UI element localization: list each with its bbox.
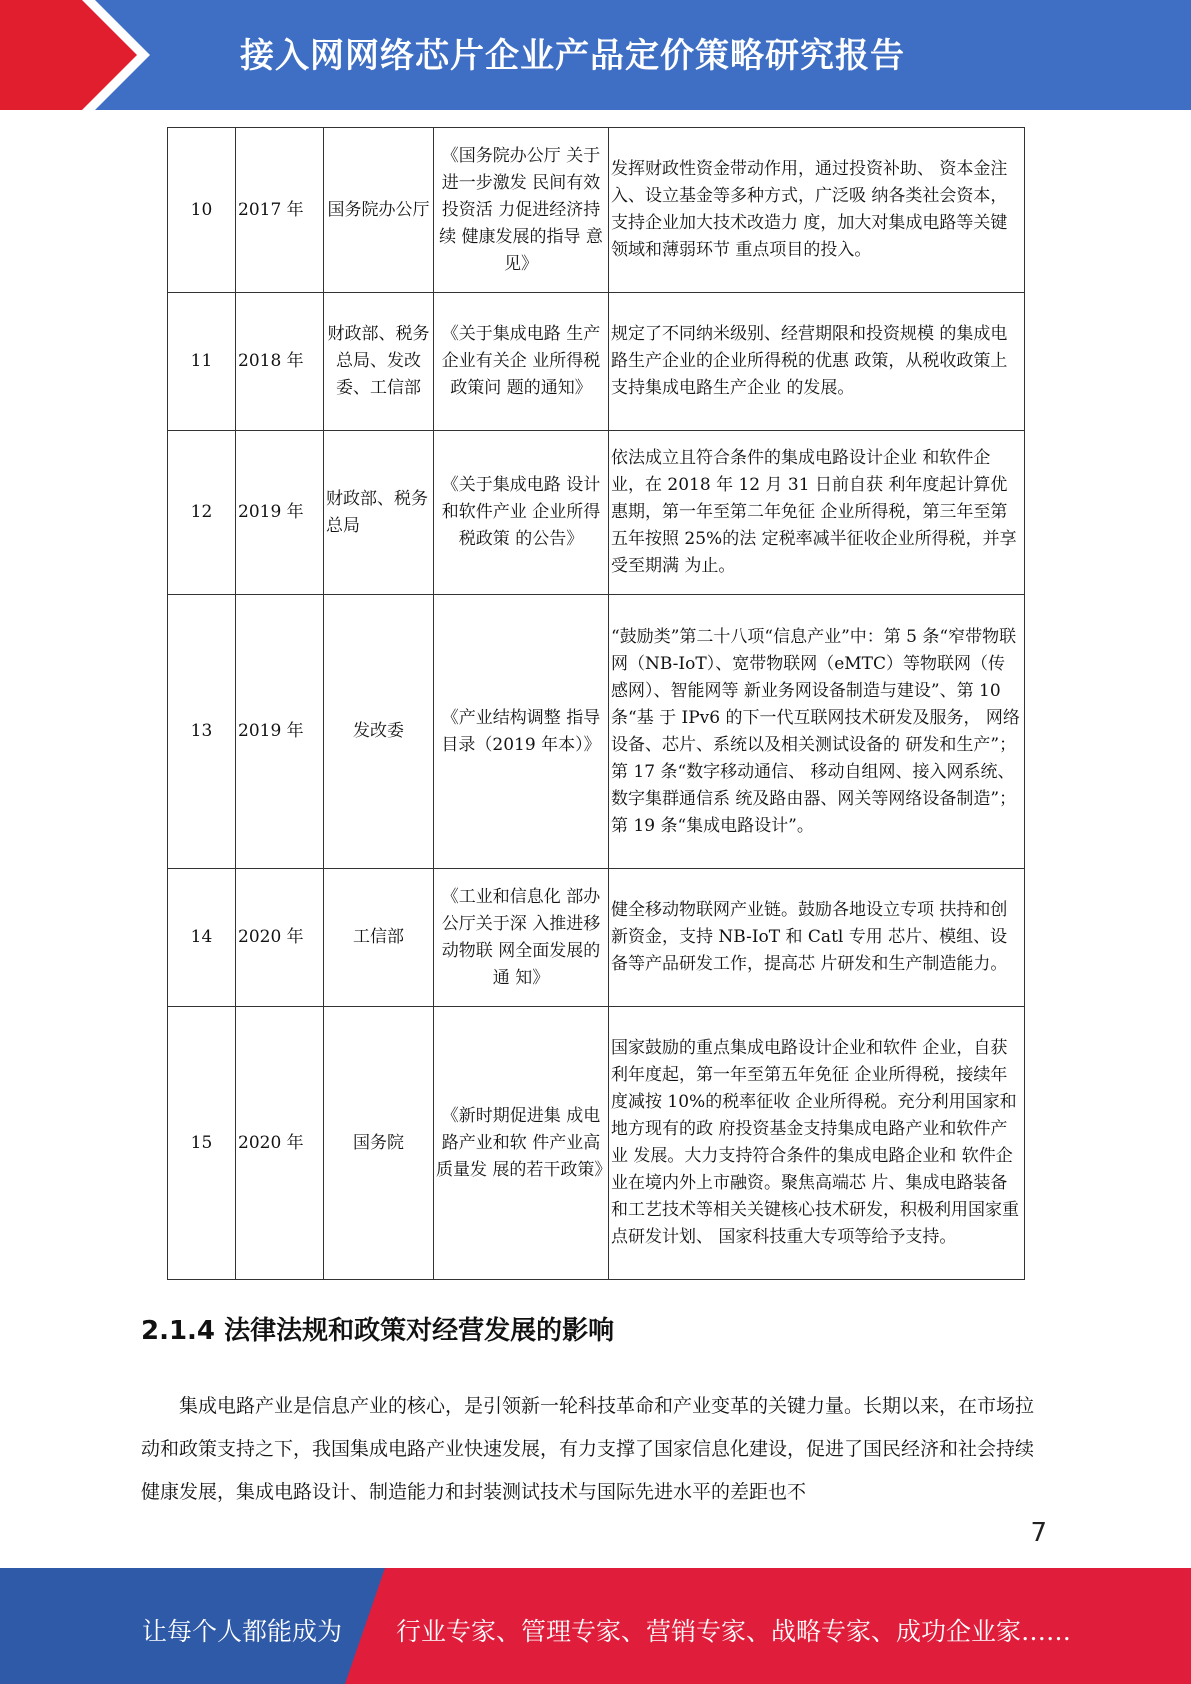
page-footer: [0, 1568, 1191, 1684]
row-content: 发挥财政性资金带动作用，通过投资补助、 资本金注入、设立基金等多种方式，广泛吸 纳各类社会资本，支持企业加大技术改造力 度，加大对集成电路等关键领域和薄弱环节 重点项目的投入。: [609, 128, 1025, 293]
row-content: 国家鼓励的重点集成电路设计企业和软件 企业，自获利年度起，第一年至第五年免征 企业所得税，接续年度减按 10%的税率征收 企业所得税。充分利用国家和地方现有的政 府投资基金支持集成电路产业和软件产业 发展。大力支持符合条件的集成电路企业和 软件企业在境内外上市融资。聚焦高端芯 片、集成电路装备和工艺技术等相关关键核心技术研发，积极利用国家重点研发计划、 国家科技重大专项等给予支持。: [609, 1007, 1025, 1280]
row-content: “鼓励类”第二十八项“信息产业”中：第 5 条“窄带物联网（NB-IoT）、宽带物联网（eMTC）等物联网（传感网）、智能网等 新业务网设备制造与建设”、第 10 条“基 于 IPv6 的下一代互联网技术研发及服务， 网络设备、芯片、系统以及相关测试设备的 研发和生产”；第 17 条“数字移动通信、 移动自组网、接入网系统、数字集群通信系 统及路由器、网关等网络设备制造”；第 19 条“集成电路设计”。: [609, 595, 1025, 869]
row-number: 10: [168, 128, 236, 293]
row-number: 11: [168, 293, 236, 431]
row-org: 工信部: [324, 869, 434, 1007]
row-number: 13: [168, 595, 236, 869]
row-number: 14: [168, 869, 236, 1007]
row-org: 国务院办公厅: [324, 128, 434, 293]
table-row: [168, 431, 1025, 595]
row-document: 《关于集成电路 设计和软件产业 企业所得税政策 的公告》: [434, 431, 609, 595]
row-org: 发改委: [324, 595, 434, 869]
report-title: 接入网网络芯片企业产品定价策略研究报告: [240, 36, 905, 76]
row-year: 2019 年: [236, 595, 324, 869]
row-number: 12: [168, 431, 236, 595]
table-row: [168, 595, 1025, 869]
row-content: 健全移动物联网产业链。鼓励各地设立专项 扶持和创新资金，支持 NB-IoT 和 Catl 专用 芯片、模组、设备等产品研发工作，提高芯 片研发和生产制造能力。: [609, 869, 1025, 1007]
row-year: 2020 年: [236, 869, 324, 1007]
page-number: 7: [1030, 1518, 1047, 1548]
table-row: [168, 869, 1025, 1007]
row-document: 《关于集成电路 生产企业有关企 业所得税政策问 题的通知》: [434, 293, 609, 431]
table-row: [168, 128, 1025, 293]
row-org: 财政部、税务总局、发改委、工信部: [324, 293, 434, 431]
table-row: [168, 293, 1025, 431]
page-header: [0, 0, 1191, 110]
row-content: 规定了不同纳米级别、经营期限和投资规模 的集成电路生产企业的企业所得税的优惠 政策，从税收政策上支持集成电路生产企业 的发展。: [609, 293, 1025, 431]
footer-slogan-right: 行业专家、管理专家、营销专家、战略专家、成功企业家……: [396, 1617, 1072, 1646]
policy-table: [167, 127, 1025, 1280]
body-paragraph: 集成电路产业是信息产业的核心，是引领新一轮科技革命和产业变革的关键力量。长期以来，在市场拉动和政策支持之下，我国集成电路产业快速发展，有力支撑了国家信息化建设，促进了国民经济和社会持续健康发展，集成电路设计、制造能力和封装测试技术与国际先进水平的差距也不: [141, 1395, 1035, 1503]
section-heading: 2.1.4 法律法规和政策对经营发展的影响: [141, 1316, 615, 1346]
row-document: 《新时期促进集 成电路产业和软 件产业高质量发 展的若干政策》: [434, 1007, 609, 1280]
row-year: 2020 年: [236, 1007, 324, 1280]
row-number: 15: [168, 1007, 236, 1280]
footer-slogan-left: 让每个人都能成为: [142, 1617, 343, 1646]
row-document: 《产业结构调整 指导目录（2019 年本）》: [434, 595, 609, 869]
row-org: 财政部、税务总局: [324, 431, 434, 595]
row-year: 2018 年: [236, 293, 324, 431]
row-org: 国务院: [324, 1007, 434, 1280]
row-document: 《工业和信息化 部办公厅关于深 入推进移动物联 网全面发展的通 知》: [434, 869, 609, 1007]
row-document: 《国务院办公厅 关于进一步激发 民间有效投资活 力促进经济持续 健康发展的指导 意见》: [434, 128, 609, 293]
row-year: 2019 年: [236, 431, 324, 595]
row-content: 依法成立且符合条件的集成电路设计企业 和软件企业，在 2018 年 12 月 31 日前自获 利年度起计算优惠期，第一年至第二年免征 企业所得税，第三年至第五年按照 25%的法 定税率减半征收企业所得税，并享受至期满 为止。: [609, 431, 1025, 595]
table-row: [168, 1007, 1025, 1280]
row-year: 2017 年: [236, 128, 324, 293]
